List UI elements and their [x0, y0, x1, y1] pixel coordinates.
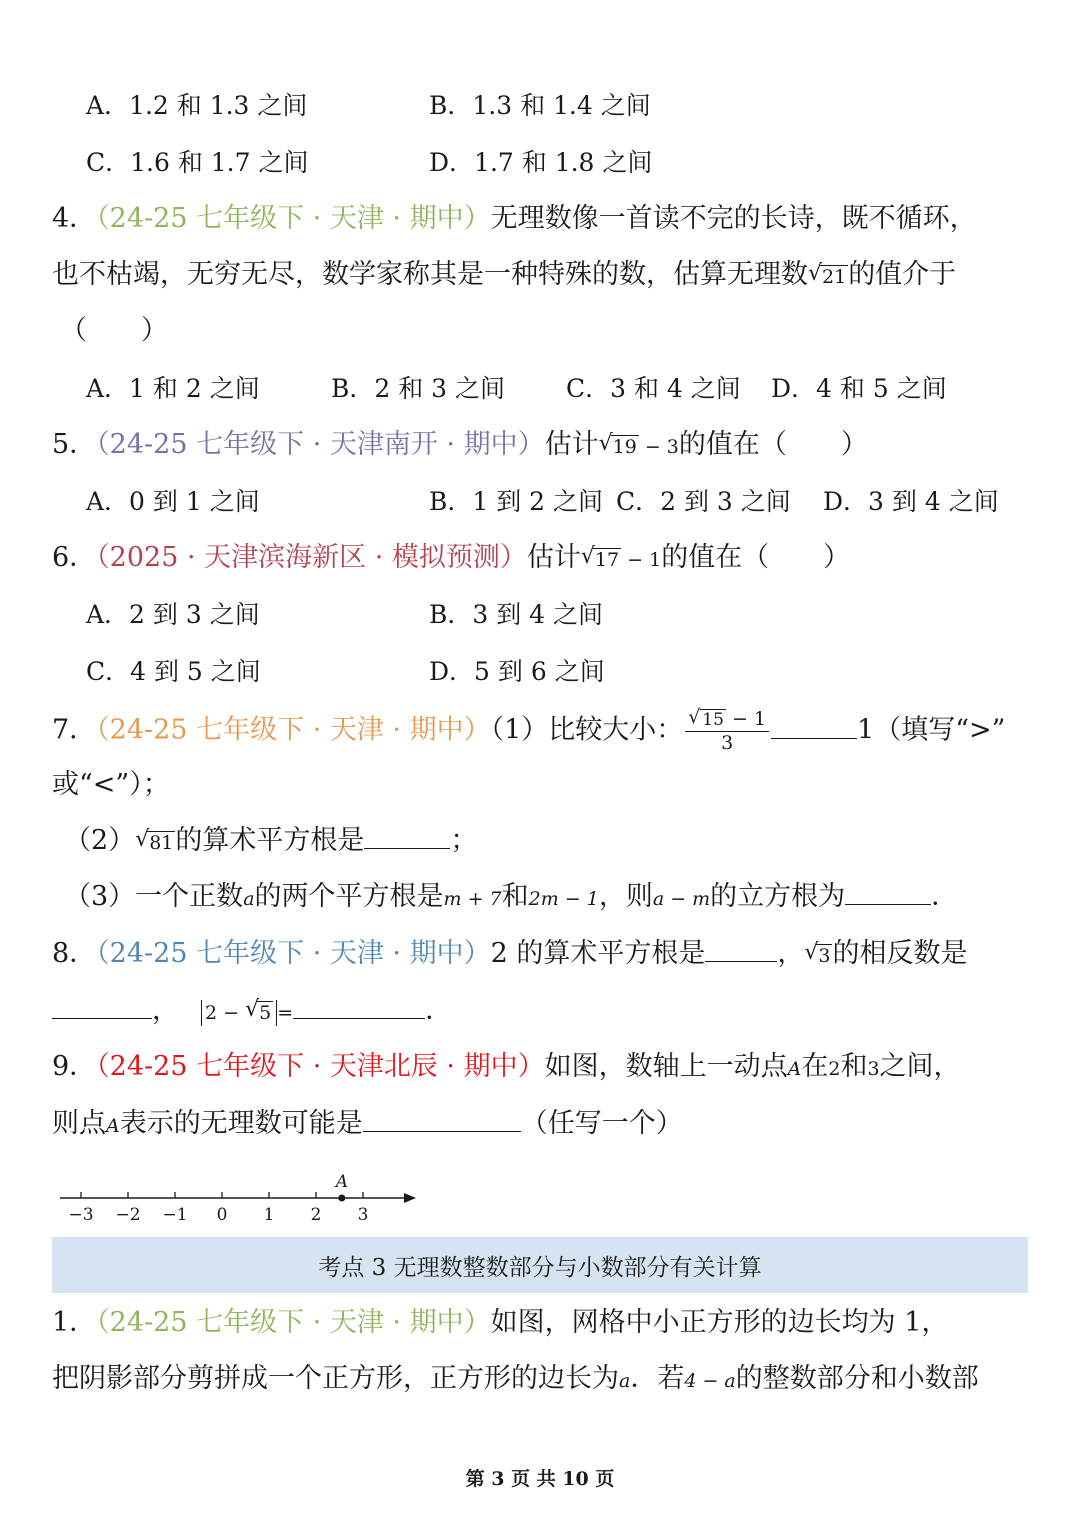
q4-text2b: 的值介于 [848, 259, 957, 290]
q4-text1: 无理数像一首读不完的长诗，既不循环， [490, 203, 977, 234]
q6-radicand: 17 [594, 549, 620, 571]
q8-text2: 的相反数是 [832, 938, 968, 969]
q7-part1: （1）比较大小： [490, 714, 684, 746]
q5-option-a[interactable]: A．0 到 1 之间 [86, 487, 260, 516]
q7-expr3: a − m [652, 888, 711, 910]
number-line-figure [56, 1165, 426, 1229]
q8-line2-comma: ， [152, 995, 179, 1026]
q3-option-a[interactable]: A．1.2 和 1.3 之间 [86, 91, 308, 120]
number-line-point-a [338, 1195, 345, 1202]
q4-option-b[interactable]: B．2 和 3 之间 [331, 374, 506, 403]
q7-var-a: a [243, 888, 255, 910]
q8-end: ． [425, 995, 453, 1026]
q7-sqrt81: √ 81 [135, 827, 174, 854]
q9-text3: 之间， [879, 1051, 961, 1082]
q4-answer-paren: （ ） [60, 315, 168, 346]
q5-tail: − 3 [638, 436, 679, 458]
q7-part2-radicand: 81 [149, 832, 174, 854]
q9-he: 和 [840, 1051, 868, 1082]
s3q1-line2 [52, 1359, 1032, 1401]
s3q1-var-a: a [619, 1370, 631, 1392]
q5-number: 5． [52, 429, 97, 460]
q8-blank-2[interactable] [52, 992, 152, 1019]
q6-source: （2025 · 天津滨海新区 · 模拟预测） [96, 542, 527, 573]
q5-sqrt: √ 19 [598, 431, 637, 458]
page-footer [0, 1464, 1080, 1491]
s3q1-source: （24-25 七年级下 · 天津 · 期中） [96, 1307, 491, 1338]
q9-line1 [52, 1047, 1032, 1089]
q7-frac-tail: − 1 [725, 708, 767, 730]
q9-n3: 3 [867, 1058, 880, 1080]
q4-option-a[interactable]: A．1 和 2 之间 [86, 374, 260, 403]
q8-number: 8． [52, 938, 97, 969]
q5-option-b[interactable]: B．1 到 2 之间 [429, 487, 604, 516]
s3q1-line1 [52, 1303, 1032, 1343]
q4-radicand: 21 [822, 266, 847, 288]
q6-post: 的值在（ ） [661, 542, 851, 573]
q9-var-a: A [787, 1058, 802, 1080]
q4-line1 [52, 199, 1032, 239]
q4-line2 [52, 255, 1032, 297]
section-header [52, 1237, 1028, 1293]
q6-line1 [52, 538, 1032, 580]
q9-text1: 如图，数轴上一动点 [544, 1051, 788, 1082]
q7-blank-2[interactable] [364, 822, 450, 849]
q8-sqrt3: √ 3 [804, 940, 831, 967]
q4-line3 [60, 311, 1032, 351]
q8-blank-1[interactable] [705, 935, 777, 962]
q8-abs-radicand: 5 [259, 1002, 272, 1024]
q7-part3-pre: （3）一个正数 [64, 881, 244, 912]
q9-source: （24-25 七年级下 · 天津北辰 · 期中） [96, 1051, 545, 1082]
q8-source: （24-25 七年级下 · 天津 · 期中） [96, 938, 491, 969]
q7-line2-text: 或“<”）； [52, 769, 170, 800]
q4-text2a: 也不枯竭，无穷无尽，数学家称其是一种特殊的数，估算无理数 [52, 259, 808, 290]
q7-line1 [52, 708, 1032, 754]
number-line-ticks [68, 1192, 368, 1225]
q4-option-d[interactable]: D．4 和 5 之间 [771, 374, 947, 403]
q9-line2-end: （任写一个） [520, 1108, 683, 1139]
q8-abs-pre: 2 − [205, 1002, 246, 1024]
q7-expr1: m + 7 [443, 888, 502, 910]
q7-part2-end: ； [450, 825, 478, 856]
q3-option-b[interactable]: B．1.3 和 1.4 之间 [429, 91, 651, 120]
number-line-tick-label: 2 [310, 1205, 322, 1225]
q7-part3-post: 的立方根为 [710, 881, 846, 912]
q7-part3-end: ． [931, 881, 959, 912]
q8-eq: = [277, 1002, 294, 1024]
number-line-arrow [404, 1193, 416, 1203]
s3q1-line2-mid: ．若 [630, 1363, 685, 1394]
q6-option-c[interactable]: C．4 到 5 之间 [86, 657, 261, 686]
q5-radicand: 19 [612, 436, 637, 458]
number-line-tick-label: 0 [216, 1205, 228, 1225]
q8-line2 [52, 991, 1032, 1033]
q4-number: 4． [52, 203, 97, 234]
q4-source: （24-25 七年级下 · 天津 · 期中） [96, 203, 491, 234]
q8-comma: ， [777, 938, 805, 969]
q7-he: 和 [501, 881, 529, 912]
q9-blank[interactable] [363, 1105, 521, 1132]
s3q1-line2-pre: 把阴影部分剪拼成一个正方形，正方形的边长为 [52, 1363, 619, 1394]
q7-number: 7． [52, 714, 97, 746]
q5-option-c[interactable]: C．2 到 3 之间 [616, 487, 791, 516]
s3q1-text1: 如图，网格中小正方形的边长均为 1， [490, 1307, 949, 1338]
q7-expr2: 2m − 1 [528, 888, 599, 910]
q7-after1: 1（填写“>” [857, 714, 1006, 746]
q7-blank-1[interactable] [771, 712, 857, 739]
q9-text2: 在 [801, 1051, 829, 1082]
q9-line2-pre: 则点 [52, 1108, 106, 1139]
q4-sqrt: √ 21 [808, 261, 847, 288]
q6-option-a[interactable]: A．2 到 3 之间 [86, 600, 260, 629]
q8-radicand: 3 [818, 945, 831, 967]
page-number: 第 3 页 共 10 页 [465, 1468, 615, 1490]
q7-source: （24-25 七年级下 · 天津 · 期中） [96, 714, 491, 746]
number-line-tick-label: −2 [115, 1205, 141, 1225]
q9-var-a-2: A [106, 1115, 120, 1137]
q9-n2: 2 [828, 1058, 841, 1080]
q7-fraction: √ 15 − 1 3 [685, 708, 769, 754]
number-line-tick-label: −1 [162, 1205, 188, 1225]
q5-pre: 估计 [544, 429, 599, 460]
s3q1-expr: 4 − a [684, 1370, 736, 1392]
q3-option-c[interactable]: C．1.6 和 1.7 之间 [86, 148, 309, 177]
q6-tail: − 1 [621, 549, 662, 571]
q7-part2-post: 的算术平方根是 [175, 825, 365, 856]
number-line-tick-label: 1 [263, 1205, 275, 1225]
q7-line3 [64, 821, 1032, 863]
q6-option-d[interactable]: D．5 到 6 之间 [429, 657, 605, 686]
q9-number: 9． [52, 1051, 97, 1082]
q9-line2 [52, 1104, 1032, 1146]
q7-blank-3[interactable] [845, 878, 931, 905]
number-line-point-a-label: A [335, 1172, 348, 1192]
q4-option-c[interactable]: C．3 和 4 之间 [566, 374, 741, 403]
q7-line4 [64, 877, 1032, 919]
q7-part2-pre: （2） [64, 825, 136, 856]
q6-pre: 估计 [526, 542, 581, 573]
q3-option-d[interactable]: D．1.7 和 1.8 之间 [429, 148, 653, 177]
section-title: 考点 3 无理数整数部分与小数部分有关计算 [318, 1254, 762, 1281]
q7-frac-radicand: 15 [702, 710, 724, 730]
q6-number: 6． [52, 542, 97, 573]
q7-part3-mid: 的两个平方根是 [254, 881, 444, 912]
q6-option-b[interactable]: B．3 到 4 之间 [429, 600, 604, 629]
q5-option-d[interactable]: D．3 到 4 之间 [823, 487, 999, 516]
q6-sqrt: √ 17 [580, 544, 620, 571]
q8-blank-3[interactable] [293, 992, 425, 1019]
q8-line1 [52, 934, 1032, 976]
number-line-tick-label: 3 [357, 1205, 369, 1225]
q5-source: （24-25 七年级下 · 天津南开 · 期中） [96, 429, 545, 460]
q8-text1: 2 的算术平方根是 [490, 938, 706, 969]
number-line-tick-label: −3 [68, 1205, 94, 1225]
q7-frac-den: 3 [721, 732, 734, 754]
q9-line2-post: 表示的无理数可能是 [119, 1108, 363, 1139]
s3q1-line2-post: 的整数部分和小数部 [735, 1363, 979, 1394]
q7-part3-mid2: ，则 [598, 881, 653, 912]
q7-line2 [52, 765, 1032, 805]
q8-abs: 2 − √ 5 [201, 1000, 277, 1026]
q5-post: 的值在（ ） [678, 429, 868, 460]
s3q1-number: 1． [52, 1307, 97, 1338]
q5-line1 [52, 425, 1032, 467]
